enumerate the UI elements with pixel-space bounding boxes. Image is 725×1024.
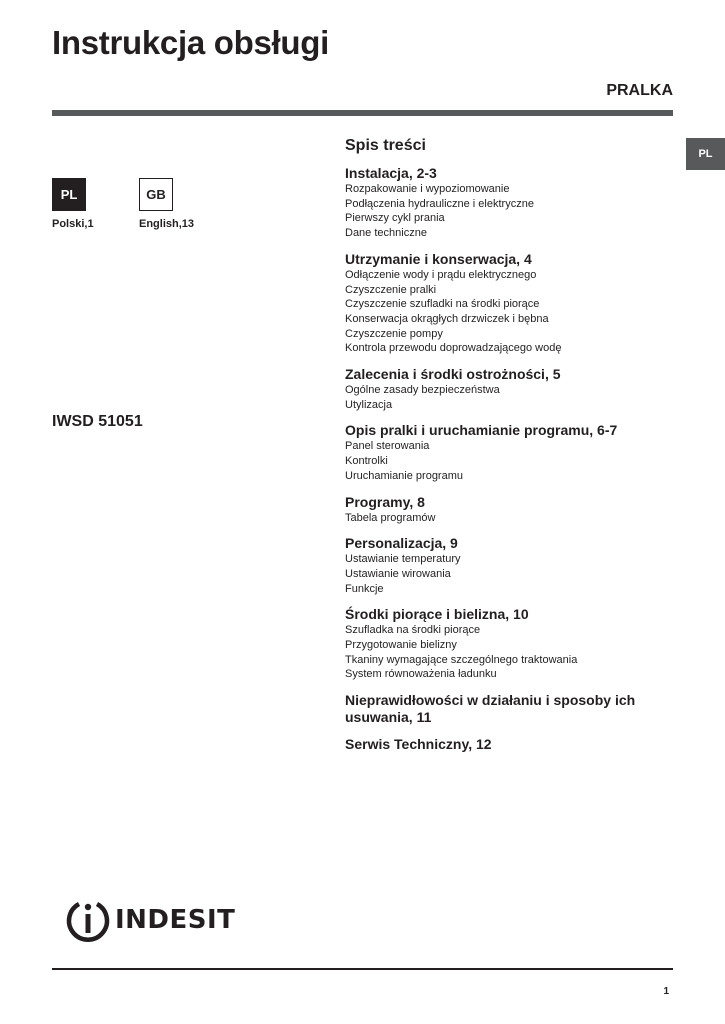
- toc-item[interactable]: Pierwszy cykl prania: [345, 212, 445, 225]
- toc-section-title[interactable]: Środki piorące i bielizna, 10: [345, 606, 529, 623]
- toc-section: [345, 366, 675, 412]
- language-side-tab: PL: [686, 138, 725, 170]
- footer-divider: [52, 968, 673, 970]
- toc-item[interactable]: Rozpakowanie i wypoziomowanie: [345, 183, 510, 195]
- toc-section-title[interactable]: Opis pralki i uruchamianie programu, 6-7: [345, 422, 618, 439]
- brand-name: INDESIT: [115, 905, 236, 935]
- language-label-gb[interactable]: English,13: [139, 218, 195, 230]
- toc-item[interactable]: Ogólne zasady bezpieczeństwa: [345, 384, 500, 397]
- toc-item[interactable]: Ustawianie wirowania: [345, 567, 451, 580]
- toc-section: [345, 692, 675, 726]
- toc-item[interactable]: Kontrola przewodu doprowadzającego wodę: [345, 342, 562, 355]
- toc-item[interactable]: System równoważenia ładunku: [345, 668, 497, 681]
- toc-item[interactable]: Funkcje: [345, 582, 384, 595]
- toc-section-title[interactable]: Serwis Techniczny, 12: [345, 736, 492, 753]
- toc-section-list: [345, 165, 675, 753]
- indesit-power-icon: [65, 898, 111, 942]
- table-of-contents: [345, 136, 675, 763]
- indesit-logo: [65, 898, 235, 942]
- toc-section: [345, 251, 675, 356]
- header-divider: [52, 110, 673, 116]
- toc-section-title[interactable]: Nieprawidłowości w działaniu i sposoby ich usuwania, 11: [345, 692, 636, 726]
- toc-section: [345, 736, 675, 753]
- toc-item[interactable]: Przygotowanie bielizny: [345, 639, 457, 652]
- toc-section-title[interactable]: Programy, 8: [345, 493, 425, 510]
- toc-item[interactable]: Tabela programów: [345, 511, 436, 524]
- toc-heading: Spis treści: [345, 137, 426, 154]
- language-badge-pl[interactable]: PL: [52, 178, 86, 211]
- toc-section: [345, 422, 675, 483]
- toc-item[interactable]: Ustawianie temperatury: [345, 553, 461, 566]
- toc-section-title[interactable]: Utrzymanie i konserwacja, 4: [345, 250, 532, 267]
- toc-section-title[interactable]: Instalacja, 2-3: [345, 165, 437, 181]
- toc-section: [345, 165, 675, 241]
- toc-item[interactable]: Uruchamianie programu: [345, 469, 463, 482]
- page-number: 1: [663, 986, 669, 997]
- toc-item[interactable]: Czyszczenie pralki: [345, 283, 437, 296]
- language-badge-gb[interactable]: GB: [139, 178, 173, 211]
- toc-item[interactable]: Podłączenia hydrauliczne i elektryczne: [345, 197, 534, 210]
- toc-item[interactable]: Panel sterowania: [345, 440, 430, 453]
- toc-section-title[interactable]: Personalizacja, 9: [345, 535, 458, 552]
- toc-section: [345, 606, 675, 682]
- toc-item[interactable]: Czyszczenie szufladki na środki piorące: [345, 298, 540, 311]
- toc-section: [345, 535, 675, 596]
- toc-item[interactable]: Kontrolki: [345, 455, 388, 468]
- toc-item[interactable]: Odłączenie wody i prądu elektrycznego: [345, 268, 537, 281]
- language-label-pl[interactable]: Polski,1: [52, 218, 94, 230]
- document-title: Instrukcja obsługi: [52, 24, 329, 61]
- toc-section-title[interactable]: Zalecenia i środki ostrożności, 5: [345, 366, 561, 383]
- toc-item[interactable]: Szufladka na środki piorące: [345, 624, 481, 637]
- toc-item[interactable]: Czyszczenie pompy: [345, 327, 443, 340]
- product-category: PRALKA: [606, 82, 673, 99]
- toc-item[interactable]: Dane techniczne: [345, 227, 427, 240]
- toc-item[interactable]: Tkaniny wymagające szczególnego traktowania: [345, 653, 578, 666]
- toc-item[interactable]: Konserwacja okrągłych drzwiczek i bębna: [345, 312, 549, 325]
- model-number: IWSD 51051: [52, 413, 143, 430]
- toc-section: [345, 494, 675, 526]
- toc-item[interactable]: Utylizacja: [345, 398, 393, 411]
